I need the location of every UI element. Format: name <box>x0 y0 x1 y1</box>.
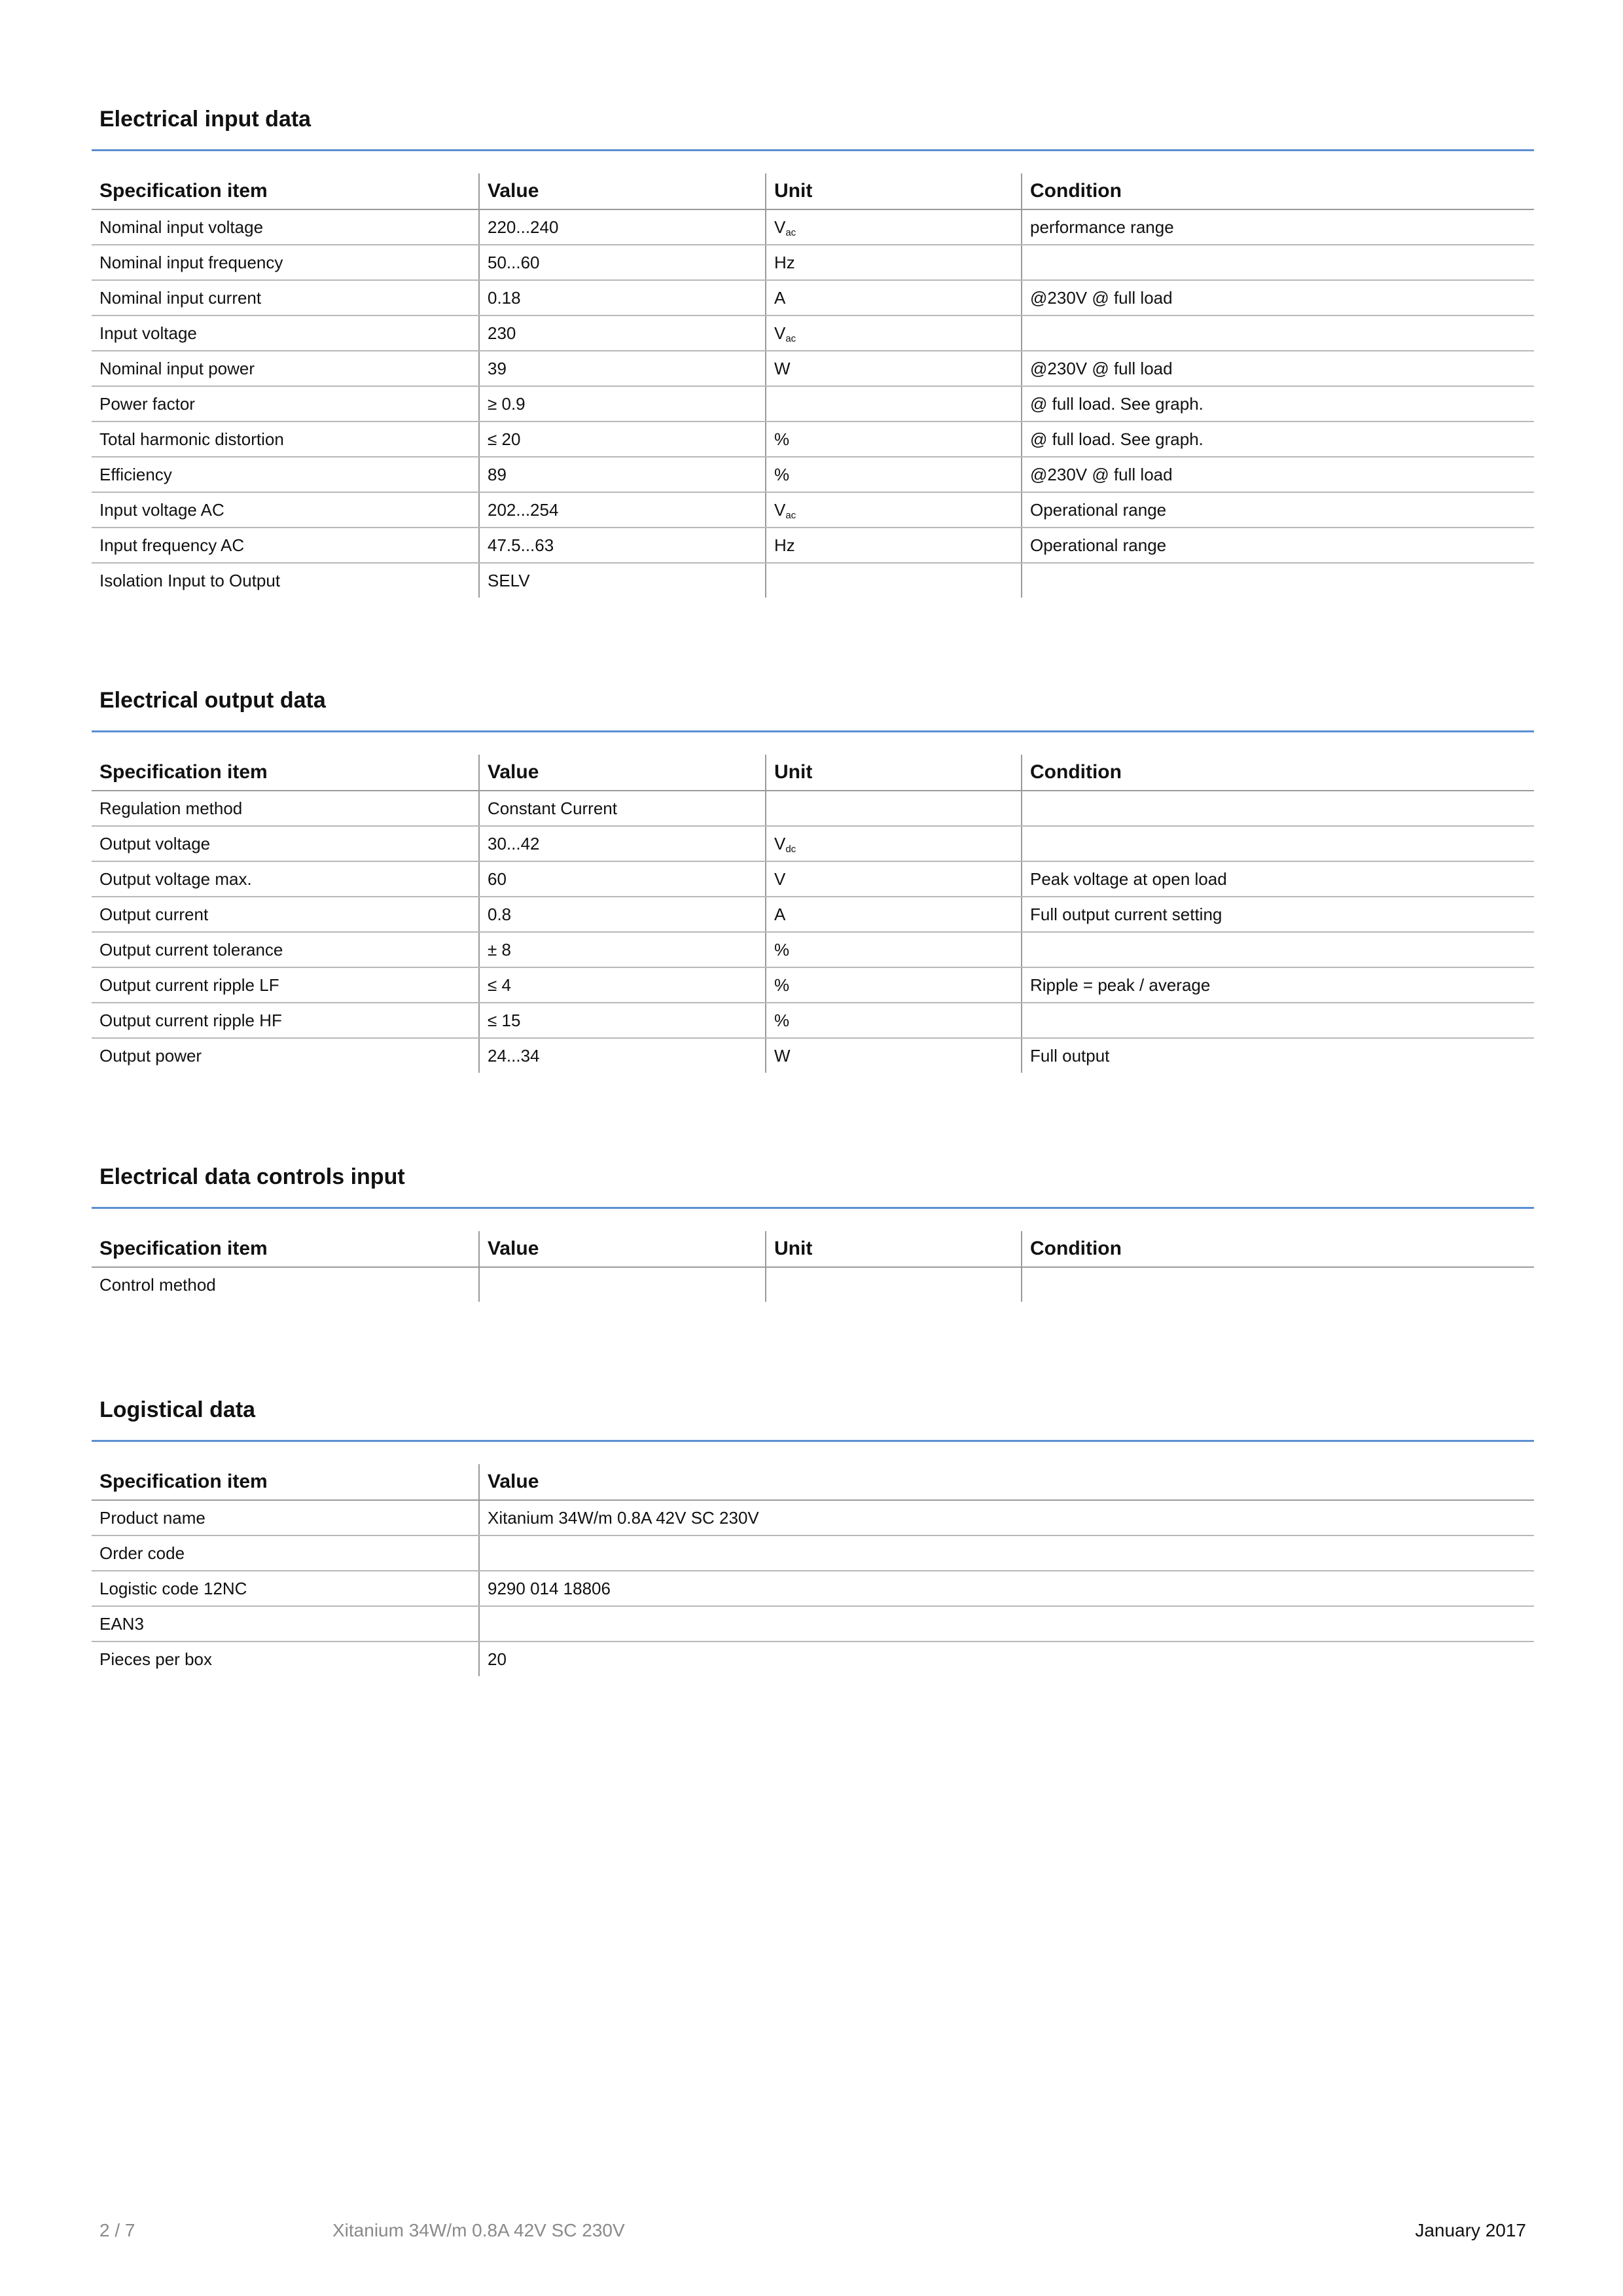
cell-unit <box>766 563 1022 598</box>
cell-unit <box>766 209 1022 245</box>
cell-condition: @230V @ full load <box>1022 280 1534 315</box>
cell-condition: Operational range <box>1022 528 1534 563</box>
unit-symbol: V <box>774 217 786 237</box>
header-unit: Unit <box>766 173 1022 209</box>
table-body <box>92 791 1534 1073</box>
cell-value: Constant Current <box>479 791 766 826</box>
table-row <box>92 1003 1534 1038</box>
table-row <box>92 245 1534 280</box>
table-row <box>92 1500 1534 1535</box>
cell-condition: Full output current setting <box>1022 897 1534 932</box>
table-row <box>92 826 1534 861</box>
section-title: Electrical input data <box>99 107 312 132</box>
header-value: Value <box>479 1231 766 1267</box>
cell-spec-item: Efficiency <box>92 457 479 492</box>
unit-symbol: Hz <box>774 535 795 555</box>
cell-spec-item: Isolation Input to Output <box>99 570 281 590</box>
cell-value: 0.8 <box>479 897 766 932</box>
cell-unit <box>766 861 1022 897</box>
section-divider <box>92 730 1534 732</box>
cell-value: ≤ 20 <box>479 422 766 457</box>
section-divider <box>92 1440 1534 1442</box>
cell-spec-item: Output current ripple HF <box>92 1003 479 1038</box>
cell-value: ≤ 15 <box>479 1003 766 1038</box>
cell-unit <box>766 1267 1022 1302</box>
table-row <box>92 209 1534 245</box>
cell-value: Xitanium 34W/m 0.8A 42V SC 230V <box>479 1500 1534 1535</box>
cell-condition: Operational range <box>1022 492 1534 528</box>
header-condition: Condition <box>1022 755 1534 791</box>
spec-table <box>92 1231 1534 1302</box>
cell-spec-item: Output voltage max. <box>92 861 479 897</box>
cell-condition <box>1022 315 1534 351</box>
spec-table <box>92 1464 1534 1676</box>
table-header-row <box>92 755 1534 791</box>
cell-unit <box>766 457 1022 492</box>
footer-date: January 2017 <box>1415 2220 1526 2240</box>
section-divider <box>92 1207 1534 1209</box>
table-row <box>92 1641 1534 1676</box>
cell-value: ≥ 0.9 <box>479 386 766 422</box>
section-title: Logistical data <box>99 1397 256 1422</box>
header-unit: Unit <box>766 1231 1022 1267</box>
cell-condition: performance range <box>1022 209 1534 245</box>
cell-condition: Peak voltage at open load <box>1022 861 1534 897</box>
cell-unit <box>766 826 1022 861</box>
cell-unit <box>766 492 1022 528</box>
spec-table <box>92 173 1534 598</box>
unit-symbol: % <box>774 939 790 960</box>
table-row <box>92 315 1534 351</box>
cell-spec-item: Regulation method <box>92 791 479 826</box>
table-row <box>92 422 1534 457</box>
table-row <box>92 1571 1534 1606</box>
cell-value: 89 <box>479 457 766 492</box>
table-row <box>92 861 1534 897</box>
cell-value: 230 <box>479 315 766 351</box>
table-row <box>92 492 1534 528</box>
section-logistical <box>92 1395 1534 1676</box>
cell-unit <box>766 932 1022 967</box>
cell-unit <box>766 791 1022 826</box>
cell-spec-item: Input voltage <box>92 315 479 351</box>
unit-subscript: dc <box>785 843 796 855</box>
cell-value: 9290 014 18806 <box>479 1571 1534 1606</box>
cell-value: ± 8 <box>479 932 766 967</box>
header-condition: Condition <box>1022 173 1534 209</box>
header-spec-item: Specification item <box>92 755 479 791</box>
header-value: Value <box>479 173 766 209</box>
unit-symbol: % <box>774 1010 790 1030</box>
header-spec-item: Specification item <box>92 1464 479 1500</box>
unit-symbol: A <box>774 904 786 924</box>
cell-value: 50...60 <box>479 245 766 280</box>
cell-condition <box>1022 563 1534 598</box>
table-row <box>92 932 1534 967</box>
unit-symbol: % <box>774 429 790 449</box>
section-title: Electrical output data <box>99 688 326 713</box>
header-spec-item: Specification item <box>92 173 479 209</box>
cell-condition: Ripple = peak / average <box>1022 967 1534 1003</box>
cell-condition <box>1022 1267 1534 1302</box>
unit-subscript: ac <box>785 332 796 344</box>
cell-value: 0.18 <box>479 280 766 315</box>
cell-unit <box>766 280 1022 315</box>
header-unit: Unit <box>766 755 1022 791</box>
section-controls-input <box>92 1162 1534 1302</box>
cell-condition: @ full load. See graph. <box>1022 386 1534 422</box>
cell-unit <box>766 528 1022 563</box>
cell-condition <box>1022 1003 1534 1038</box>
cell-unit <box>766 245 1022 280</box>
cell-spec-item: Nominal input voltage <box>92 209 479 245</box>
footer-product-name: Xitanium 34W/m 0.8A 42V SC 230V <box>332 2220 625 2240</box>
table-row <box>92 1535 1534 1571</box>
table-header-row <box>92 173 1534 209</box>
table-row <box>92 563 1534 598</box>
cell-spec-item: Nominal input power <box>92 351 479 386</box>
unit-symbol: W <box>774 1045 791 1066</box>
cell-value <box>479 1267 766 1302</box>
table-row <box>92 1267 1534 1302</box>
cell-spec-item: Power factor <box>92 386 479 422</box>
cell-spec-item: Control method <box>99 1274 216 1295</box>
table-header-row <box>92 1231 1534 1267</box>
cell-condition: @ full load. See graph. <box>1022 422 1534 457</box>
table-header-row <box>92 1464 1534 1500</box>
table-row <box>92 528 1534 563</box>
table-body <box>92 1500 1534 1676</box>
unit-subscript: ac <box>785 509 796 521</box>
cell-spec-item: Output current ripple LF <box>92 967 479 1003</box>
unit-symbol: % <box>774 464 790 484</box>
header-spec-item: Specification item <box>92 1231 479 1267</box>
page-footer <box>92 2217 1534 2244</box>
cell-condition <box>1022 791 1534 826</box>
cell-spec-item: Input frequency AC <box>92 528 479 563</box>
cell-condition <box>1022 932 1534 967</box>
cell-spec-item: Pieces per box <box>99 1649 212 1669</box>
cell-unit <box>766 315 1022 351</box>
cell-spec-item: Nominal input current <box>92 280 479 315</box>
unit-symbol: V <box>774 869 786 889</box>
table-body <box>92 1267 1534 1302</box>
table-row <box>92 967 1534 1003</box>
cell-condition <box>1022 826 1534 861</box>
cell-spec-item: Nominal input frequency <box>92 245 479 280</box>
cell-unit <box>766 1038 1022 1073</box>
cell-spec-item: EAN3 <box>92 1606 479 1641</box>
cell-spec-item: Output power <box>99 1045 202 1066</box>
table-row <box>92 351 1534 386</box>
cell-spec-item: Output current tolerance <box>92 932 479 967</box>
section-title: Electrical data controls input <box>99 1164 405 1189</box>
table-body <box>92 209 1534 598</box>
cell-unit <box>766 897 1022 932</box>
cell-value: 24...34 <box>479 1038 766 1073</box>
unit-symbol: V <box>774 499 786 520</box>
cell-value <box>479 1535 1534 1571</box>
cell-spec-item: Output current <box>92 897 479 932</box>
table-row <box>92 897 1534 932</box>
header-condition: Condition <box>1022 1231 1534 1267</box>
page-number: 2 / 7 <box>99 2220 135 2240</box>
cell-unit <box>766 1003 1022 1038</box>
cell-value <box>479 1606 1534 1641</box>
cell-unit <box>766 967 1022 1003</box>
cell-condition: @230V @ full load <box>1022 351 1534 386</box>
cell-value: 30...42 <box>479 826 766 861</box>
section-electrical-input <box>92 105 1534 598</box>
header-value: Value <box>479 1464 1534 1500</box>
unit-symbol: A <box>774 287 786 308</box>
cell-value: 47.5...63 <box>479 528 766 563</box>
table-row <box>92 386 1534 422</box>
cell-value: 220...240 <box>479 209 766 245</box>
cell-condition: @230V @ full load <box>1022 457 1534 492</box>
table-row <box>92 280 1534 315</box>
cell-spec-item: Input voltage AC <box>92 492 479 528</box>
table-row <box>92 1038 1534 1073</box>
section-divider <box>92 149 1534 151</box>
cell-value: SELV <box>479 563 766 598</box>
section-electrical-output <box>92 686 1534 1073</box>
unit-symbol: % <box>774 975 790 995</box>
unit-symbol: V <box>774 323 786 343</box>
cell-condition: Full output <box>1022 1038 1534 1073</box>
unit-subscript: ac <box>785 226 796 238</box>
spec-table <box>92 755 1534 1073</box>
cell-spec-item: Logistic code 12NC <box>92 1571 479 1606</box>
table-row <box>92 457 1534 492</box>
cell-spec-item: Output voltage <box>92 826 479 861</box>
table-row <box>92 1606 1534 1641</box>
cell-spec-item: Product name <box>92 1500 479 1535</box>
cell-value: 20 <box>479 1641 1534 1676</box>
cell-unit <box>766 351 1022 386</box>
cell-unit <box>766 386 1022 422</box>
cell-value: 202...254 <box>479 492 766 528</box>
cell-spec-item: Order code <box>92 1535 479 1571</box>
cell-value: 39 <box>479 351 766 386</box>
cell-value: ≤ 4 <box>479 967 766 1003</box>
unit-symbol: V <box>774 833 786 853</box>
cell-unit <box>766 422 1022 457</box>
cell-condition <box>1022 245 1534 280</box>
unit-symbol: W <box>774 358 791 378</box>
header-value: Value <box>479 755 766 791</box>
unit-symbol: Hz <box>774 252 795 272</box>
table-row <box>92 791 1534 826</box>
cell-value: 60 <box>479 861 766 897</box>
cell-spec-item: Total harmonic distortion <box>92 422 479 457</box>
